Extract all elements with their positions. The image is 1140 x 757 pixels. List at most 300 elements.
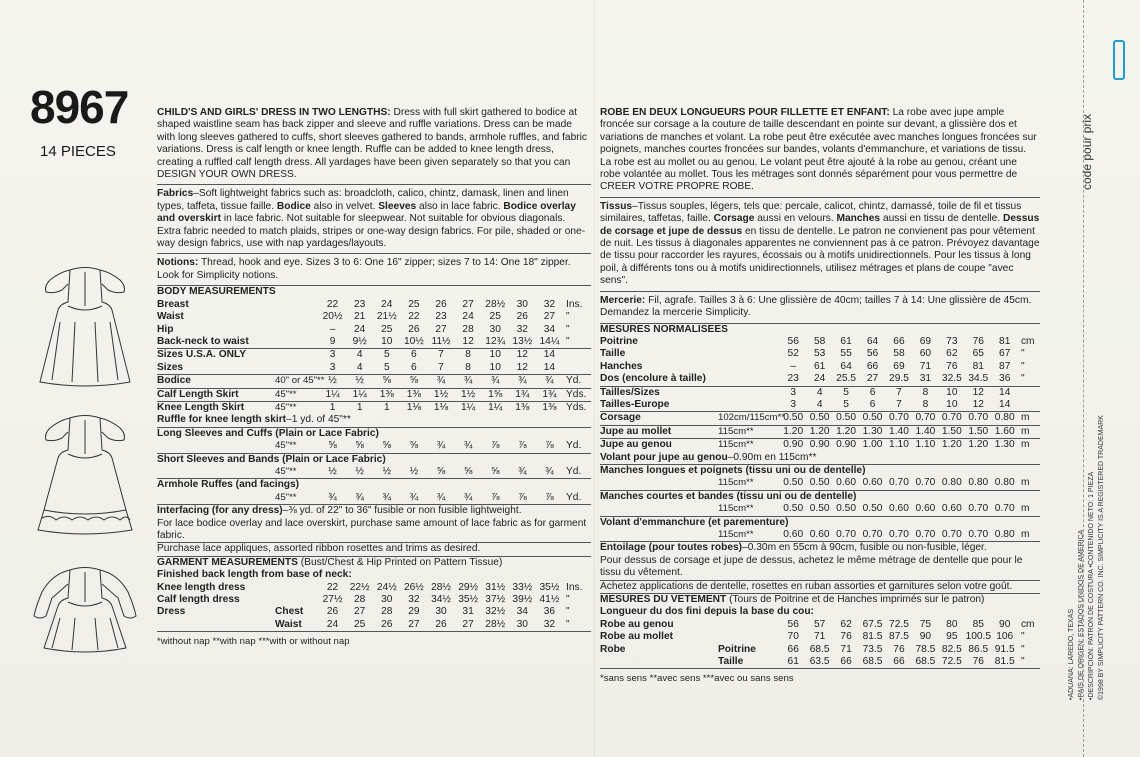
row-width: 115cm** <box>718 425 754 437</box>
fabrics-bodice-en: Bodice <box>276 200 311 212</box>
cell-value: 5 <box>383 361 390 373</box>
row-label: Calf Length Skirt <box>157 388 239 400</box>
cell-value: 64 <box>840 360 852 372</box>
cell-value: 1⅛ <box>433 401 449 413</box>
cell-value: 33½ <box>512 581 533 593</box>
cell-value: 0.60 <box>941 503 962 515</box>
cell-value: 100.5 <box>965 631 992 643</box>
description-en <box>157 107 591 185</box>
dress-sub-label: Waist <box>275 618 302 630</box>
cell-value: 62 <box>946 348 958 360</box>
row-width: 115cm** <box>718 439 754 451</box>
cell-value: ½ <box>328 465 337 477</box>
cell-value: 64 <box>866 335 879 347</box>
row-label: Knee length dress <box>157 581 246 593</box>
table-row <box>157 311 591 323</box>
cell-value: 0.50 <box>809 503 830 515</box>
cell-value: 32 <box>516 323 528 335</box>
table-row <box>157 479 591 492</box>
cell-value: 25 <box>408 298 420 310</box>
cell-value: 28 <box>381 606 393 618</box>
cell-unit: " <box>1020 631 1025 643</box>
garment-title <box>157 556 591 569</box>
cell-value: 1.10 <box>915 439 936 451</box>
price-tag-marker <box>1113 40 1125 80</box>
cell-value: 71 <box>813 631 826 643</box>
cell-value: 28½ <box>431 581 451 593</box>
row-width <box>275 336 319 349</box>
fabrics-text-fr: en tissu de dentelle. Le patron ne convienent pas pour vêtement de nuit. Les tissus à diagonales apparentes ne conviennent pas à ce patron. Prévoyez davantage de tissu pour raccorder les rayures, écossais ou à motifs unidirectionnels. Pour les tissus à long poil, à différents tons ou à motifs unidirectionnels, utilisez métrages et plans de coupe "avec sens". <box>600 225 1040 287</box>
cell-unit: " <box>1020 656 1025 668</box>
row-width <box>275 299 319 311</box>
cell-value: 34 <box>543 323 556 335</box>
cell-value: ¾ <box>545 375 554 387</box>
cell-value: 1.50 <box>968 425 989 437</box>
cell-value: 0.70 <box>862 529 883 540</box>
cell-value: 1¼ <box>325 388 340 400</box>
cell-value: 7 <box>438 361 444 373</box>
cell-value: 61 <box>813 360 826 372</box>
cell-value: ½ <box>355 375 364 387</box>
cell-value: ¾ <box>490 375 500 387</box>
cell-unit: m <box>1020 412 1030 424</box>
cell-value: ⅝ <box>328 440 337 452</box>
row-width <box>275 582 319 594</box>
cell-value: 0.60 <box>862 477 883 489</box>
cell-value: 22½ <box>349 581 370 593</box>
cell-value: 28½ <box>485 618 506 630</box>
cell-value: 69 <box>919 335 932 347</box>
cell-value: 30 <box>381 594 393 606</box>
cell-value: 56 <box>787 618 799 630</box>
table-row <box>157 569 591 581</box>
cell-value: 66 <box>893 335 905 347</box>
table-row <box>157 492 591 505</box>
cell-value: 14 <box>999 386 1011 398</box>
cell-value: 9½ <box>352 335 367 347</box>
cell-unit: " <box>565 335 570 347</box>
row-width: 102cm/115cm** <box>718 412 786 424</box>
cell-unit <box>1018 386 1040 399</box>
cell-value: 30 <box>516 298 528 310</box>
cell-value: 10½ <box>403 335 424 347</box>
garment-title-detail: (Tours de Poitrine et de Hanches imprimés sur le patron) <box>726 594 985 606</box>
garment-title-detail: (Bust/Chest & Hip Printed on Pattern Tissue) <box>297 556 503 568</box>
fabrics-dessus-fr: Dessus de corsage et jupe de dessus <box>600 213 1040 237</box>
cell-value: ¾ <box>436 440 446 452</box>
cell-value: ½ <box>355 465 364 477</box>
garment-title-text: GARMENT MEASUREMENTS <box>157 556 298 568</box>
cell-value: 12 <box>516 361 528 373</box>
table-row <box>600 425 1040 438</box>
table-row <box>600 656 1040 669</box>
cell-value: ⅝ <box>409 375 419 387</box>
row-label: Robe au mollet <box>600 631 674 643</box>
table-row <box>157 324 591 336</box>
cell-value: 1⅛ <box>406 401 421 413</box>
cell-value: 61 <box>787 656 799 668</box>
cell-value: 12¾ <box>485 335 506 347</box>
armhole-title-text: Volant d'emmanchure (et parementure) <box>600 516 789 528</box>
cell-value: 32 <box>408 594 420 606</box>
cell-value: 9 <box>329 335 336 347</box>
row-label <box>600 503 718 516</box>
cell-value: ⅝ <box>382 440 392 452</box>
cell-value: 26 <box>516 311 528 323</box>
cell-value: 76 <box>946 360 958 372</box>
cell-value: ¾ <box>518 375 527 387</box>
cell-value: ⅝ <box>463 465 473 477</box>
cell-value: 73 <box>946 335 958 347</box>
cell-value: 12 <box>972 386 984 398</box>
row-width: 45"** <box>275 491 297 503</box>
cell-value: 3 <box>790 398 797 410</box>
cell-value: 0.50 <box>836 412 856 424</box>
cell-value: 27 <box>462 618 474 630</box>
row-width <box>718 386 780 399</box>
fabrics-sleeves-en: Sleeves <box>378 200 417 212</box>
cell-value: – <box>790 360 797 372</box>
garment-title-text: MESURES DU VETEMENT <box>600 594 727 606</box>
cell-value: 34.5 <box>968 373 989 385</box>
cell-value: 76 <box>972 335 984 347</box>
row-width: 45"** <box>275 401 297 413</box>
cell-unit: " <box>1020 373 1025 385</box>
cell-value: ½ <box>382 465 392 477</box>
cell-value: 12 <box>972 398 984 410</box>
cell-value: 0.60 <box>889 503 909 515</box>
cell-value: 0.70 <box>994 503 1015 515</box>
dress-label: Robe <box>600 643 626 655</box>
interfacing-row-text: Entoilage (pour toutes robes) <box>600 542 743 554</box>
table-row <box>600 477 1040 490</box>
table-row <box>157 606 591 618</box>
cell-value: 39½ <box>512 594 533 606</box>
legal-text: ©1998 BY SIMPLICITY PATTERN CO. INC. SIMPLICITY IS A REGISTERED TRADEMARK <box>1098 415 1105 700</box>
description-title-en: CHILD'S AND GIRLS' DRESS IN TWO LENGTHS: <box>157 107 391 118</box>
legal-text: •ADUANA: LAREDO, TEXAS <box>1068 608 1075 700</box>
cell-unit: " <box>565 323 570 335</box>
cell-value: 24 <box>381 298 393 310</box>
row-width: 40" or 45"** <box>275 375 325 387</box>
row-label: Jupe au mollet <box>600 425 672 437</box>
cell-value: ⅝ <box>382 375 392 387</box>
table-row <box>600 516 1040 529</box>
table-row <box>600 373 1040 386</box>
cell-value: 1.20 <box>809 425 830 437</box>
legal-text: •PAIS DE ORIGEN: ESTADOS UNIDOS DE AMERICA <box>1078 529 1085 700</box>
cell-value: 20½ <box>322 311 343 323</box>
cell-value: 30 <box>435 606 447 618</box>
cell-value: 68.5 <box>915 656 936 668</box>
cell-value: 0.50 <box>783 503 804 515</box>
cell-value: 72.5 <box>889 618 909 630</box>
lace-note <box>157 518 591 543</box>
cell-value: 1.60 <box>994 425 1015 437</box>
row-label: Tailles-Europe <box>600 398 670 410</box>
cell-value: 0.70 <box>915 529 936 540</box>
cell-value: 0.50 <box>809 412 830 424</box>
short-sleeves-title-text: Short Sleeves and Bands (Plain or Lace Fabric) <box>157 453 386 465</box>
cell-value: 26 <box>435 618 447 630</box>
fabrics-text-fr: aussi en tissu de dentelle. <box>880 213 1004 225</box>
cell-value: ¾ <box>382 491 392 503</box>
cell-value: 27 <box>866 373 879 385</box>
row-label: Sizes U.S.A. ONLY <box>157 349 247 361</box>
cell-unit: " <box>565 594 570 606</box>
row-label: Sizes <box>157 361 184 373</box>
footnote-fr: *sans sens **avec sens ***avec ou sans sens <box>600 673 794 685</box>
row-width <box>718 619 780 631</box>
table-row <box>600 580 1040 593</box>
cell-value: ¾ <box>355 491 364 503</box>
cell-value: 1½ <box>461 388 476 400</box>
description-text-fr: La robe avec jupe ample froncée sur corsage a la couture de taille descendant en pointe sur devant, a glissière dos et variations de manches et volant. La robe peut être exécutée avec manches longues froncées sur poignets, manches courtes froncées sur bandes, volants d'emmanchure, et variations de tissu. La robe est au mollet ou au genou. Le volant peut être ajouté à la robe au genou, créant une robe volantée au mollet. Tous les métrages sont donnés séparément pour vous permettre de CREER VOTRE PROPRE ROBE. <box>600 107 1037 193</box>
cell-value: 24 <box>353 323 366 335</box>
long-sleeves-title-text: Long Sleeves and Cuffs (Plain or Lace Fabric) <box>157 427 379 439</box>
row-width: 45"** <box>275 465 297 477</box>
cell-value: 0.70 <box>889 477 909 489</box>
cell-value: 0.50 <box>783 477 804 489</box>
cell-value: 25 <box>353 618 366 630</box>
row-width <box>275 324 319 336</box>
cell-value: 14 <box>543 349 556 361</box>
fabrics-text-en: also in velvet. <box>310 200 379 212</box>
table-row <box>157 349 591 362</box>
row-width: 45"** <box>275 388 297 400</box>
cell-value: 26 <box>435 298 447 310</box>
row-label: Calf length dress <box>157 594 240 606</box>
table-row <box>600 412 1040 425</box>
cell-value: 55 <box>840 348 852 360</box>
fabrics-overlay-en: Bodice overlay and overskirt <box>157 200 576 225</box>
table-row <box>600 542 1040 555</box>
cell-value: 22 <box>326 581 339 593</box>
cell-value: 60 <box>919 348 932 360</box>
row-label: Back-neck to waist <box>157 335 249 347</box>
row-label: Tailles/Sizes <box>600 386 660 398</box>
row-label: Knee Length Skirt <box>157 401 245 413</box>
table-row <box>157 518 591 543</box>
table-row <box>157 594 591 606</box>
cell-value: 1⅜ <box>379 388 394 400</box>
row-label: Taille <box>600 348 626 360</box>
cell-value: 21½ <box>376 311 397 323</box>
cell-value: 0.70 <box>941 529 962 540</box>
cell-value: 76 <box>972 656 984 668</box>
cell-value: ⅝ <box>355 440 364 452</box>
cell-value: 0.90 <box>836 439 856 451</box>
cell-unit: m <box>1020 529 1030 540</box>
cell-value: 10 <box>489 349 501 361</box>
cell-value: 57 <box>813 618 826 630</box>
cell-value: 8 <box>922 398 929 410</box>
cell-value: 66 <box>787 643 799 655</box>
short-sleeves-title <box>157 453 591 466</box>
cell-value: 1¼ <box>488 401 503 413</box>
cell-value: 27 <box>543 311 556 323</box>
cell-value: 1⅜ <box>542 401 557 413</box>
cell-value: 24 <box>813 373 826 385</box>
cell-value: 1.30 <box>862 425 883 437</box>
cell-value: 0.90 <box>783 439 804 451</box>
cell-unit: m <box>1020 439 1030 451</box>
notions-title-en: Notions: <box>157 257 199 269</box>
cell-value: 0.80 <box>994 529 1015 540</box>
cell-value: 10 <box>946 398 958 410</box>
table-row <box>600 631 1040 643</box>
row-width: 115cm** <box>718 503 754 515</box>
table-row <box>600 361 1040 373</box>
cell-value: ⅝ <box>436 465 446 477</box>
cell-value: 4 <box>356 361 363 373</box>
table-row <box>600 386 1040 399</box>
table-row <box>157 336 591 349</box>
cell-value: 22 <box>326 298 339 310</box>
table-row <box>600 619 1040 631</box>
cell-value: 12 <box>462 335 474 347</box>
french-column <box>600 107 1040 686</box>
row-width <box>275 362 319 375</box>
cell-value: 0.70 <box>889 412 909 424</box>
finished-title-text: Finished back length from base of neck: <box>157 569 352 581</box>
cell-value: 1 <box>356 401 363 413</box>
cell-value: 3 <box>329 361 336 373</box>
ruffle-row-text: Volant pour jupe au genou <box>600 451 728 463</box>
cell-unit: m <box>1020 477 1030 489</box>
cell-value: 58 <box>813 335 826 347</box>
cell-value: 61 <box>840 335 852 347</box>
row-label: Jupe au genou <box>600 439 672 451</box>
garment-title <box>600 594 1040 607</box>
cell-unit: cm <box>1020 335 1035 347</box>
cell-value: 86.5 <box>968 643 989 655</box>
row-width <box>275 349 319 362</box>
interfacing-row <box>157 505 591 518</box>
cell-value: 87 <box>999 360 1011 372</box>
cell-value: ⅞ <box>490 440 500 452</box>
cell-value: 24 <box>462 311 474 323</box>
cell-value: 0.60 <box>836 477 856 489</box>
cell-unit: m <box>1020 425 1030 437</box>
ruffle-row-text: Ruffle for knee length skirt <box>157 414 287 426</box>
cell-value: 25.5 <box>836 373 856 385</box>
cell-value: 1.30 <box>994 439 1015 451</box>
cell-unit <box>1018 399 1040 412</box>
table-row <box>157 556 591 569</box>
cell-value: 1⅝ <box>488 388 503 400</box>
fabrics-text-en: in lace fabric. Not suitable for sleepwear. Not suitable for obvious diagonals. Extra fabric needed to match plaids, stripes or one-way design fabrics. For pile, shaded or one-way design fabrics, use with nap yardages/layouts. <box>157 213 586 250</box>
lace-note <box>600 555 1040 580</box>
pattern-number: 8967 <box>30 81 129 133</box>
cell-value: 1¼ <box>461 401 476 413</box>
row-width <box>718 373 780 386</box>
cell-value: 1 <box>329 401 336 413</box>
cell-value: 76 <box>840 631 852 643</box>
finished-title <box>600 606 1040 618</box>
row-label <box>157 466 275 479</box>
cell-value: ¾ <box>545 465 554 477</box>
cell-value: ¾ <box>463 375 473 387</box>
dress-label <box>157 619 275 632</box>
cell-value: 5 <box>843 398 849 410</box>
cell-value: 27 <box>462 298 474 310</box>
table-row <box>157 619 591 632</box>
description-text-en: Dress with full skirt gathered to bodice at shaped waistline seam has back zipper and sleeve and ruffle variations. Dress can be made with long sleeves gathered to cuffs, short sleeves gathered to bands, armhole ruffles, and fabric variations. Dress is calf length or knee length. Ruffle can be added to knee length dress, creating a ruffled calf length dress. All yardages have been given separately so that you can DESIGN YOUR OWN DRESS. <box>157 107 588 181</box>
cell-value: 26½ <box>403 581 424 593</box>
yardage-table-fr <box>600 324 1040 670</box>
cell-value: 41½ <box>539 594 560 606</box>
cell-value: 32½ <box>485 606 506 618</box>
cell-value: 76 <box>893 643 905 655</box>
armhole-title-text: Armhole Ruffes (and facings) <box>157 479 300 491</box>
cell-value: 1 <box>383 401 390 413</box>
cell-value: 0.50 <box>862 503 883 515</box>
notions-en <box>157 254 591 286</box>
table-row <box>157 427 591 440</box>
row-label <box>600 477 718 490</box>
cell-value: 6 <box>411 361 417 373</box>
cell-value: 1.20 <box>968 439 989 451</box>
cell-unit: " <box>565 606 570 618</box>
cell-value: 14 <box>543 361 556 373</box>
cell-value: 66 <box>866 360 879 372</box>
purchase-note-text: Purchase lace appliques, assorted ribbon rosettes and trims as desired. <box>157 543 481 555</box>
cell-value: 1.20 <box>941 439 962 451</box>
cell-value: 35½ <box>458 594 479 606</box>
cell-value: 82.5 <box>941 643 962 655</box>
short-sleeves-title <box>600 490 1040 503</box>
table-row <box>157 299 591 311</box>
cell-value: 62 <box>840 618 852 630</box>
cell-value: 0.70 <box>836 529 856 540</box>
cell-value: 66 <box>893 656 905 668</box>
row-label <box>157 492 275 505</box>
cell-value: 28 <box>462 323 474 335</box>
cell-value: 72.5 <box>941 656 962 668</box>
cell-unit: Yds. <box>565 388 587 400</box>
row-width <box>718 399 780 412</box>
cell-unit: Yds. <box>565 401 587 413</box>
cell-value: 63.5 <box>809 656 830 668</box>
cell-value: 0.70 <box>941 412 962 424</box>
cell-value: 0.60 <box>915 503 936 515</box>
dress-sub-label: Chest <box>275 606 304 618</box>
cell-value: ¾ <box>436 491 446 503</box>
cell-value: 71 <box>919 360 932 372</box>
cell-value: 0.80 <box>968 477 989 489</box>
interfacing-row-detail: –0.30m en 55cm à 90cm, fusible ou non-fusible, léger. <box>742 542 987 554</box>
column-divider <box>594 0 595 757</box>
cell-unit <box>563 362 591 375</box>
fabrics-title-fr: Tissus <box>600 200 633 212</box>
cell-value: 1.50 <box>941 425 962 437</box>
cell-value: ½ <box>328 375 337 387</box>
table-row <box>157 401 591 414</box>
cell-value: ⅞ <box>545 491 554 503</box>
cell-value: ½ <box>409 465 419 477</box>
price-code-label: code pour prix <box>1080 113 1094 190</box>
cell-value: ⅞ <box>518 440 527 452</box>
cell-value: 1.40 <box>915 425 936 437</box>
cell-unit: Yd. <box>565 491 582 503</box>
yardage-table-en <box>157 286 591 632</box>
body-title <box>600 324 1040 336</box>
cell-value: 28½ <box>485 298 506 310</box>
table-row <box>600 594 1040 607</box>
cell-value: 36 <box>543 606 556 618</box>
cell-value: – <box>329 323 336 335</box>
